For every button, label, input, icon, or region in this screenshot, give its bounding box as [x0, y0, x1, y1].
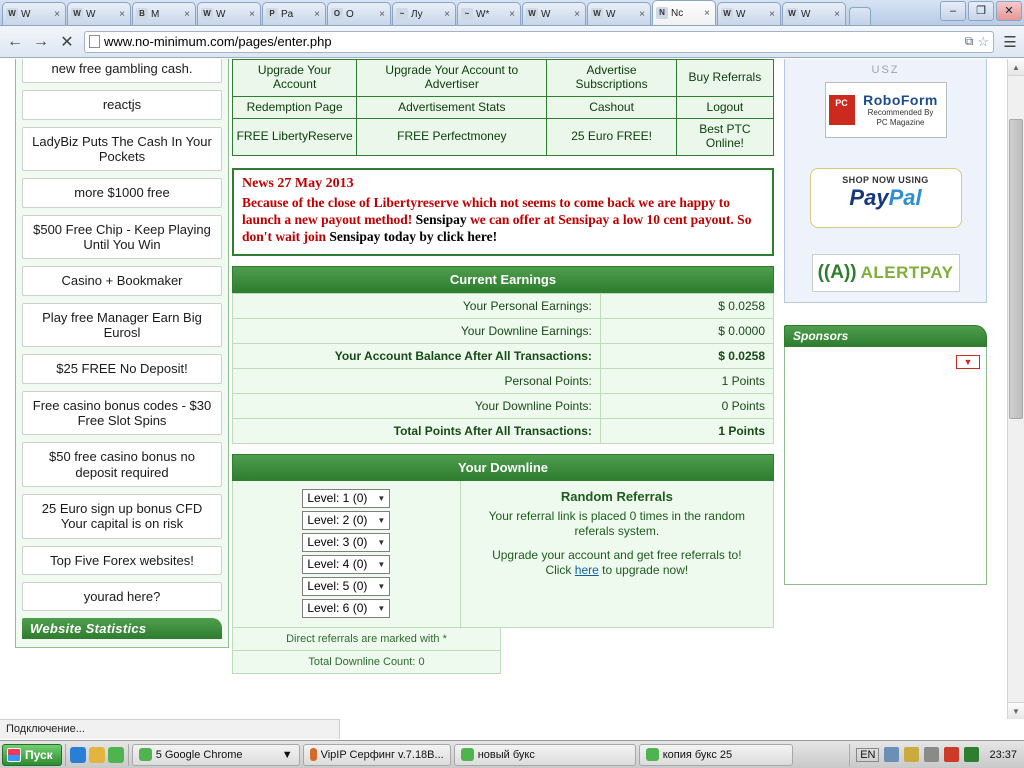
- earnings-value: 1 Points: [600, 368, 773, 393]
- level-select-1[interactable]: [302, 489, 390, 508]
- clock[interactable]: 23:37: [989, 748, 1017, 761]
- left-sidebar: [15, 59, 229, 648]
- upgrade-text-post: to upgrade now!: [598, 563, 689, 578]
- news-line-2a: happy to launch a new payout method!: [242, 194, 731, 227]
- table-row: [233, 393, 774, 418]
- table-row: [233, 318, 774, 343]
- level-select-2[interactable]: [302, 511, 390, 530]
- nav-link[interactable]: Cashout: [547, 96, 676, 119]
- earnings-label: Total Points After All Transactions:: [233, 418, 601, 443]
- browser-tab[interactable]: [132, 2, 196, 25]
- browser-tab[interactable]: [782, 2, 846, 25]
- your-downline-header: Your Downline: [232, 454, 774, 481]
- network-icon[interactable]: [884, 747, 899, 762]
- tab-close-icon[interactable]: ×: [379, 8, 385, 20]
- sponsors-body: [784, 347, 987, 585]
- page-scrollbar[interactable]: [1007, 59, 1024, 719]
- tab-favicon-icon: W: [786, 8, 798, 20]
- earnings-label: Your Account Balance After All Transactions:: [233, 343, 601, 368]
- tab-close-icon[interactable]: ×: [509, 8, 515, 20]
- chevron-down-icon: ▼: [377, 581, 386, 591]
- app-icon: [310, 748, 317, 761]
- nav-link[interactable]: Upgrade Your Account: [233, 60, 357, 97]
- browser-tab[interactable]: [2, 2, 66, 25]
- ad-link[interactable]: yourad here?: [22, 582, 222, 611]
- tab-label: Pa: [281, 8, 294, 20]
- tab-label: Лу: [411, 8, 423, 20]
- right-top-label: USZ: [871, 64, 900, 76]
- tab-strip: [0, 0, 1024, 26]
- table-row: [233, 60, 774, 97]
- back-icon[interactable]: ←: [7, 32, 23, 50]
- taskbar-item-label: VipIP Серфинг v.7.18B...: [320, 748, 444, 761]
- page-icon: [89, 35, 100, 48]
- browser-tab[interactable]: [262, 2, 326, 25]
- site-nav-table: [232, 59, 774, 156]
- total-downline-count: Total Downline Count: 0: [232, 651, 501, 674]
- taskbar-item[interactable]: [639, 744, 793, 766]
- url-text: www.no-minimum.com/pages/enter.php: [104, 34, 332, 49]
- earnings-table: [232, 293, 774, 444]
- tab-label: W: [21, 8, 31, 20]
- ad-link[interactable]: Play free Manager Earn Big Eurosl: [22, 303, 222, 348]
- level-select-5[interactable]: [302, 577, 390, 596]
- tab-favicon-icon: ~: [461, 8, 473, 20]
- scroll-up-icon[interactable]: ▲: [1008, 59, 1024, 76]
- tab-favicon-icon: W: [71, 8, 83, 20]
- news-brand-2[interactable]: Sensipay today by click here!: [329, 228, 498, 244]
- menu-icon[interactable]: ☰: [1003, 33, 1017, 51]
- news-brand-1: Sensipay: [415, 211, 467, 227]
- tab-label: W: [801, 8, 811, 20]
- level-select-label: Level: 6 (0): [307, 601, 368, 616]
- taskbar-item[interactable]: [454, 744, 636, 766]
- chevron-down-icon[interactable]: ▼: [281, 748, 293, 761]
- tab-label: W: [606, 8, 616, 20]
- bookmark-star-icon[interactable]: ☆: [977, 33, 989, 49]
- news-title: News 27 May 2013: [242, 175, 354, 191]
- earnings-value: $ 0.0258: [600, 343, 773, 368]
- taskbar: [0, 740, 1024, 768]
- right-ads-panel: [784, 59, 987, 303]
- ad-link[interactable]: Top Five Forex websites!: [22, 546, 222, 575]
- tab-close-icon[interactable]: ×: [834, 8, 840, 20]
- main-column: [232, 59, 774, 674]
- browser-tab[interactable]: [327, 2, 391, 25]
- windows-flag-icon: [7, 748, 21, 762]
- tab-close-icon[interactable]: ×: [54, 8, 60, 20]
- nav-link[interactable]: Redemption Page: [233, 96, 357, 119]
- chrome-icon: [646, 748, 659, 761]
- level-select-label: Level: 1 (0): [307, 491, 368, 506]
- earnings-label: Your Downline Earnings:: [233, 318, 601, 343]
- roboform-sub-1: Recommended By: [867, 108, 934, 118]
- paypal-ad[interactable]: [810, 168, 962, 228]
- tab-label: W*: [476, 8, 490, 20]
- antivirus-icon[interactable]: [964, 747, 979, 762]
- stop-icon[interactable]: ✕: [60, 33, 74, 51]
- roboform-name: RoboForm: [863, 92, 938, 109]
- table-row: [233, 418, 774, 443]
- tab-close-icon[interactable]: ×: [639, 8, 645, 20]
- browser-tab[interactable]: [457, 2, 521, 25]
- ad-link[interactable]: $25 FREE No Deposit!: [22, 354, 222, 383]
- nav-link[interactable]: 25 Euro FREE!: [547, 119, 676, 156]
- tab-close-icon[interactable]: ×: [574, 8, 580, 20]
- earnings-label: Your Personal Earnings:: [233, 293, 601, 318]
- table-row: [233, 368, 774, 393]
- tab-favicon-icon: O: [331, 8, 343, 20]
- earnings-label: Personal Points:: [233, 368, 601, 393]
- status-bar: Подключение...: [0, 719, 340, 739]
- tab-favicon-icon: ~: [396, 8, 408, 20]
- news-line-2b: we can offer at Sensipay a: [470, 211, 620, 227]
- tab-label: Nc: [671, 7, 684, 19]
- news-line-1: Because of the close of Libertyreserve which not seems to come back we are: [242, 194, 677, 210]
- news-body: [242, 195, 764, 246]
- paypal-logo: [811, 185, 961, 211]
- browser-tab[interactable]: [717, 2, 781, 25]
- tab-close-icon[interactable]: ×: [314, 8, 320, 20]
- upgrade-here-link[interactable]: here: [574, 563, 599, 578]
- upgrade-text-pre: Click: [545, 563, 575, 578]
- nav-link[interactable]: FREE LibertyReserve: [233, 119, 357, 156]
- table-row: [233, 96, 774, 119]
- ie-icon[interactable]: [70, 747, 86, 763]
- chevron-down-icon: ▼: [377, 515, 386, 525]
- nav-link[interactable]: FREE Perfectmoney: [357, 119, 547, 156]
- tab-favicon-icon: B: [136, 8, 148, 20]
- page-content: [0, 59, 1007, 719]
- roboform-sub-2: PC Magazine: [876, 118, 925, 127]
- level-select-label: Level: 2 (0): [307, 513, 368, 528]
- tab-close-icon[interactable]: ×: [704, 7, 710, 19]
- level-select-label: Level: 5 (0): [307, 579, 368, 594]
- tab-label: W: [541, 8, 551, 20]
- downline-area: [232, 481, 774, 628]
- taskbar-item-label: новый букс: [477, 748, 535, 761]
- level-select-label: Level: 3 (0): [307, 535, 368, 550]
- ad-link[interactable]: LadyBiz Puts The Cash In Your Pockets: [22, 127, 222, 172]
- volume-icon[interactable]: [924, 747, 939, 762]
- random-referrals-line-2: Upgrade your account and get free referrals to!: [492, 547, 742, 562]
- tab-label: W: [86, 8, 96, 20]
- direct-referrals-note: Direct referrals are marked with *: [232, 628, 501, 651]
- browser-tab-active[interactable]: [652, 0, 716, 25]
- system-tray: [849, 744, 1022, 766]
- minimize-button[interactable]: –: [940, 1, 966, 21]
- ad-link[interactable]: $50 free casino bonus no deposit required: [22, 442, 222, 487]
- chevron-down-icon: ▼: [377, 493, 386, 503]
- level-select-6[interactable]: [302, 599, 390, 618]
- random-referrals-line-1: Your referral link is placed 0 times in the random referals system.: [488, 508, 745, 539]
- nav-link[interactable]: Advertisement Stats: [357, 96, 547, 119]
- paypal-logo-pay: Pay: [849, 185, 889, 210]
- chevron-down-icon: ▼: [377, 537, 386, 547]
- website-statistics-header: Website Statistics: [22, 618, 222, 639]
- scroll-down-icon[interactable]: ▼: [1008, 702, 1024, 719]
- nav-link[interactable]: Upgrade Your Account to Advertiser: [357, 60, 547, 97]
- tab-favicon-icon: W: [201, 8, 213, 20]
- address-bar[interactable]: [84, 31, 994, 53]
- window-controls: [940, 1, 1022, 21]
- alertpay-ad[interactable]: [812, 254, 960, 292]
- browser-tab[interactable]: [67, 2, 131, 25]
- chrome-icon[interactable]: [108, 747, 124, 763]
- browser-tab[interactable]: [522, 2, 586, 25]
- ad-link[interactable]: $500 Free Chip - Keep Playing Until You Win: [22, 215, 222, 260]
- tab-close-icon[interactable]: ×: [119, 8, 125, 20]
- news-box: [232, 168, 774, 256]
- ad-link[interactable]: Casino + Bookmaker: [22, 266, 222, 295]
- level-select-3[interactable]: [302, 533, 390, 552]
- browser-tab[interactable]: [587, 2, 651, 25]
- ad-link[interactable]: 25 Euro sign up bonus CFD Your capital is on risk: [22, 494, 222, 539]
- tab-close-icon[interactable]: ×: [769, 8, 775, 20]
- downloads-icon[interactable]: ⧉: [964, 34, 974, 48]
- level-select-4[interactable]: [302, 555, 390, 574]
- tab-favicon-icon: W: [6, 8, 18, 20]
- tab-favicon-icon: N: [656, 7, 668, 19]
- alertpay-text: ALERTPAY: [860, 263, 954, 282]
- tab-favicon-icon: W: [721, 8, 733, 20]
- taskbar-item[interactable]: [132, 744, 300, 766]
- taskbar-item-label: 5 Google Chrome: [155, 748, 243, 761]
- level-select-label: Level: 4 (0): [307, 557, 368, 572]
- earnings-value: 1 Points: [600, 418, 773, 443]
- chrome-icon: [139, 748, 152, 761]
- tab-close-icon[interactable]: ×: [249, 8, 255, 20]
- browser-tab[interactable]: [392, 2, 456, 25]
- start-button[interactable]: [2, 744, 62, 766]
- page-viewport: [0, 59, 1024, 719]
- ad-link[interactable]: more $1000 free: [22, 178, 222, 207]
- tab-label: W: [216, 8, 226, 20]
- tab-label: W: [736, 8, 746, 20]
- nav-link[interactable]: Advertise Subscriptions: [547, 60, 676, 97]
- language-indicator[interactable]: EN: [856, 748, 879, 762]
- tab-label: M: [151, 8, 160, 20]
- close-button[interactable]: ✕: [996, 1, 1022, 21]
- navigation-bar: [0, 26, 1024, 58]
- chrome-icon: [461, 748, 474, 761]
- browser-tab[interactable]: [197, 2, 261, 25]
- new-tab-button[interactable]: [849, 7, 871, 25]
- adchoices-icon[interactable]: ▼: [956, 355, 980, 369]
- table-row: [233, 119, 774, 156]
- taskbar-item[interactable]: [303, 744, 451, 766]
- downline-levels: [233, 481, 461, 627]
- paypal-tagline: SHOP NOW USING: [842, 175, 929, 185]
- update-icon[interactable]: [944, 747, 959, 762]
- pc-magazine-icon: PC: [829, 95, 855, 125]
- chevron-down-icon: ▼: [377, 603, 386, 613]
- taskbar-item-label: копия букс 25: [662, 748, 733, 761]
- forward-icon[interactable]: →: [33, 32, 49, 50]
- folder-icon[interactable]: [89, 747, 105, 763]
- table-row: [233, 293, 774, 318]
- shield-icon[interactable]: [904, 747, 919, 762]
- table-row: [233, 343, 774, 368]
- tab-close-icon[interactable]: ×: [184, 8, 190, 20]
- random-referrals-title: Random Referrals: [560, 488, 673, 504]
- earnings-value: $ 0.0000: [600, 318, 773, 343]
- tab-favicon-icon: W: [591, 8, 603, 20]
- ad-link[interactable]: reactjs: [22, 90, 222, 119]
- maximize-button[interactable]: ❐: [968, 1, 994, 21]
- alertpay-mark-icon: ((A)): [817, 262, 857, 283]
- scrollbar-thumb[interactable]: [1009, 119, 1023, 419]
- tab-label: O: [346, 8, 354, 20]
- right-sidebar: [784, 59, 987, 585]
- earnings-value: $ 0.0258: [600, 293, 773, 318]
- random-referrals-line-3: [471, 563, 763, 579]
- random-referrals-panel: [461, 481, 773, 627]
- earnings-value: 0 Points: [600, 393, 773, 418]
- ad-link[interactable]: Free casino bonus codes - $30 Free Slot Spins: [22, 391, 222, 436]
- ad-link[interactable]: new free gambling cash.: [22, 59, 222, 83]
- news-line-3a: low 10 cent payout. So don't wait join: [242, 211, 752, 244]
- tab-favicon-icon: P: [266, 8, 278, 20]
- current-earnings-header: Current Earnings: [232, 266, 774, 293]
- tab-close-icon[interactable]: ×: [444, 8, 450, 20]
- earnings-label: Your Downline Points:: [233, 393, 601, 418]
- paypal-logo-pal: Pal: [888, 185, 922, 210]
- start-label: Пуск: [25, 747, 53, 762]
- tab-favicon-icon: W: [526, 8, 538, 20]
- nav-link[interactable]: Buy Referrals: [676, 60, 773, 97]
- sponsors-header: Sponsors: [784, 325, 987, 347]
- nav-link[interactable]: Logout: [676, 96, 773, 119]
- nav-link[interactable]: Best PTC Online!: [676, 119, 773, 156]
- chevron-down-icon: ▼: [377, 559, 386, 569]
- roboform-ad[interactable]: [825, 82, 947, 138]
- quick-launch: [65, 744, 129, 766]
